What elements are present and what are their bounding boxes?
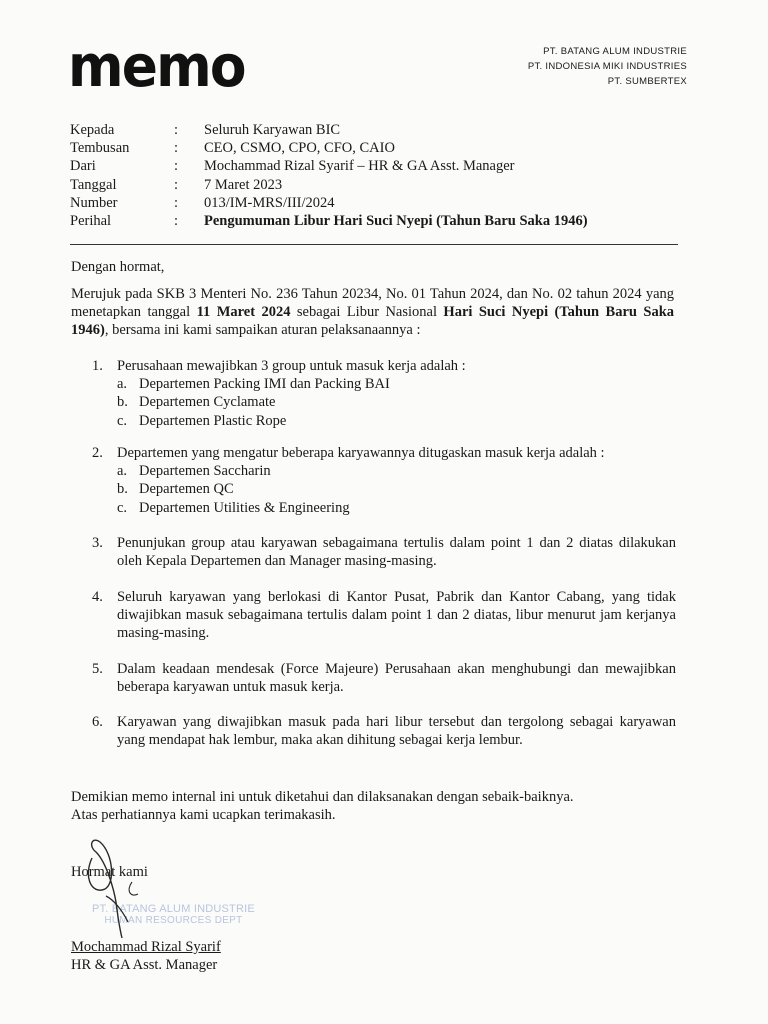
sub-item-text: Departemen QC (139, 481, 234, 498)
header-colon: : (174, 122, 179, 138)
item-number: 4. (92, 589, 103, 605)
header-divider (70, 244, 678, 245)
holiday-name: Hari Suci Nyepi (Tahun Baru Saka 1946) (71, 304, 675, 339)
sub-item-text: Departemen Saccharin (139, 463, 271, 480)
header-row-kepada (70, 121, 588, 139)
header-colon: : (174, 176, 179, 193)
memo-logo: memo (68, 32, 245, 100)
company-name: PT. SUMBERTEX (607, 76, 687, 87)
sub-item-text: Departemen Packing IMI dan Packing BAI (139, 376, 390, 393)
sub-item-letter: c. (117, 499, 128, 516)
header-row-dari (70, 157, 588, 175)
intro-text: Merujuk pada SKB 3 Menteri No. 236 Tahun 20234, No. 01 Tahun 2024, dan No. 02 tahun 2024 yang menetapkan tanggal (71, 286, 674, 321)
list-item (71, 357, 676, 430)
header-row-number (70, 194, 588, 212)
item-text: Penunjukan group atau karyawan sebagaimana tertulis dalam point 1 dan 2 diatas dilakukan oleh Kepala Departemen dan Manager masing-masing. (117, 535, 676, 570)
header-value: Seluruh Karyawan BIC (204, 122, 341, 138)
intro-text: sebagai Libur Nasional (290, 304, 444, 321)
item-text: Seluruh karyawan yang berlokasi di Kantor Pusat, Pabrik dan Kantor Cabang, yang tidak diwajibkan masuk sebagaimana tertulis dalam point 1 dan 2 diatas, libur menurut jam kerjanya masing-masing. (117, 589, 676, 642)
header-value: CEO, CSMO, CPO, CFO, CAIO (204, 140, 395, 157)
list-item (71, 588, 676, 643)
intro-text: , bersama ini kami sampaikan aturan pelaksanaannya : (104, 322, 421, 339)
company-name: PT. INDONESIA MIKI INDUSTRIES (527, 61, 687, 72)
item-number: 1. (92, 358, 103, 374)
header-label: Kepada (70, 122, 115, 138)
item-text: Dalam keadaan mendesak (Force Majeure) Perusahaan akan menghubungi dan mewajibkan beberapa karyawan untuk masuk kerja. (117, 661, 676, 696)
item-number: 6. (92, 714, 103, 730)
header-row-tembusan (70, 139, 588, 157)
sub-item-letter: c. (117, 412, 128, 429)
sub-item-letter: b. (117, 394, 128, 411)
stamp-company: PT. BATANG ALUM INDUSTRIE (92, 903, 255, 915)
header-value: 013/IM-MRS/III/2024 (204, 194, 335, 211)
company-name: PT. BATANG ALUM INDUSTRIE (543, 46, 687, 57)
sub-item (117, 412, 676, 430)
sub-item (117, 393, 676, 411)
list-item (71, 713, 676, 749)
stamp-department: HUMAN RESOURCES DEPT (104, 915, 243, 926)
sub-item-text: Departemen Cyclamate (139, 394, 276, 411)
item-number: 5. (92, 661, 103, 677)
intro-paragraph (71, 285, 674, 340)
handwritten-signature (82, 830, 162, 940)
sub-item-letter: b. (117, 481, 128, 498)
header-label: Perihal (70, 212, 112, 229)
item-text: Perusahaan mewajibkan 3 group untuk masuk kerja adalah : (117, 358, 466, 374)
closing-line: Demikian memo internal ini untuk diketahui dan dilaksanakan dengan sebaik-baiknya. (71, 789, 574, 805)
header-row-perihal (70, 212, 588, 230)
sub-item (117, 480, 676, 498)
item-number: 2. (92, 445, 103, 461)
company-list (528, 44, 687, 89)
holiday-date: 11 Maret 2024 (196, 304, 291, 321)
signatory-name: Mochammad Rizal Syarif (71, 939, 221, 955)
sub-item (117, 462, 676, 480)
header-label: Dari (70, 158, 96, 175)
sub-item-letter: a. (117, 376, 128, 393)
header-label: Tembusan (70, 140, 130, 157)
sub-item-text: Departemen Utilities & Engineering (139, 499, 350, 516)
sub-item (117, 499, 676, 517)
item-number: 3. (92, 535, 103, 551)
list-item (71, 660, 676, 696)
closing-line: Atas perhatiannya kami ucapkan terimakasih. (71, 807, 336, 824)
sub-item-letter: a. (117, 463, 128, 480)
header-colon: : (174, 212, 179, 229)
item-text: Karyawan yang diwajibkan masuk pada hari libur tersebut dan tergolong sebagai karyawan yang mendapat hak lembur, maka akan dihitung sebagai kerja lembur. (117, 714, 676, 749)
list-item (71, 534, 676, 570)
closing-paragraph (71, 788, 674, 824)
sub-item-text: Departemen Plastic Rope (139, 412, 287, 429)
header-row-tanggal (70, 176, 588, 194)
header-label: Tanggal (70, 176, 117, 193)
header-label: Number (70, 194, 118, 211)
list-item (71, 444, 676, 517)
greeting: Dengan hormat, (71, 259, 165, 275)
sign-off-greeting: Hormat kami (71, 864, 148, 880)
memo-header (70, 121, 588, 230)
header-value-subject: Pengumuman Libur Hari Suci Nyepi (Tahun Baru Saka 1946) (204, 212, 588, 229)
signatory-title: HR & GA Asst. Manager (71, 957, 218, 973)
header-colon: : (174, 158, 179, 175)
header-colon: : (174, 194, 179, 211)
header-colon: : (174, 140, 179, 157)
sub-item (117, 375, 676, 393)
item-text: Departemen yang mengatur beberapa karyawannya ditugaskan masuk kerja adalah : (117, 445, 605, 461)
header-value: Mochammad Rizal Syarif – HR & GA Asst. Manager (204, 158, 515, 175)
header-value: 7 Maret 2023 (204, 176, 283, 193)
